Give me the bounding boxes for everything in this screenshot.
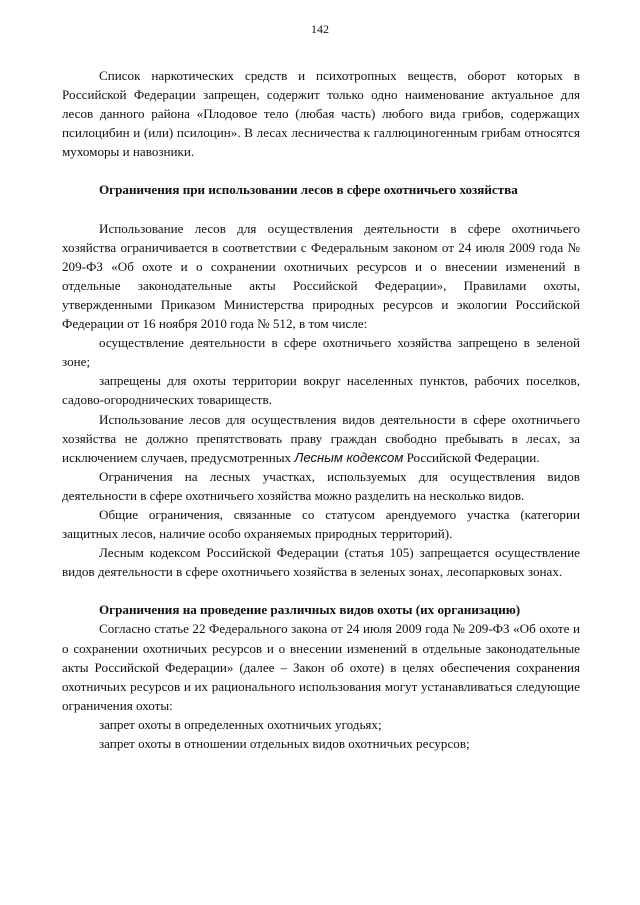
paragraph-green-zone: осуществление деятельности в сфере охотничьего хозяйства запрещено в зеленой зоне; bbox=[62, 335, 580, 370]
page-number: 142 bbox=[311, 22, 329, 36]
document-body bbox=[62, 66, 580, 753]
free-access-text-b: Российской Федерации. bbox=[403, 449, 540, 465]
paragraph-article-22: Согласно статье 22 Федерального закона от 24 июля 2009 года № 209-ФЗ «Об охоте и о сохранении охотничьих ресурсов и о внесении изменений в отдельные законодательные акты Российской Федерации» (далее – Закон об охоте) в целях обеспечения сохранения охотничьих ресурсов и их рационального использования могут устанавливаться следующие ограничения охоты: bbox=[62, 621, 580, 713]
heading-hunting-restrictions: Ограничения при использовании лесов в сфере охотничьего хозяйства bbox=[99, 182, 518, 198]
list-item-ban-grounds: запрет охоты в определенных охотничьих угодьях; bbox=[99, 716, 382, 732]
paragraph-forest-code-105: Лесным кодексом Российской Федерации (статья 105) запрещается осуществление видов деятельности в сфере охотничьего хозяйства в зеленых зонах, лесопарковых зонах. bbox=[62, 545, 580, 580]
heading-hunting-types: Ограничения на проведение различных видов охоты (их организацию) bbox=[99, 602, 521, 618]
paragraph-narcotics-list: Список наркотических средств и психотропных веществ, оборот которых в Российской Федерации запрещен, содержит только одно наименование актуальное для лесов данного района «Плодовое тело (любая часть) любого вида грибов, содержащих псилоцибин и (или) псилоцин». В лесах лесничества к галлюциногенным грибам относятся мухоморы и навозники. bbox=[62, 68, 580, 160]
forest-code-link[interactable]: Лесным кодексом bbox=[294, 449, 404, 465]
paragraph-general-restrictions: Общие ограничения, связанные со статусом арендуемого участка (категории защитных лесов, наличие особо охраняемых природных территорий). bbox=[62, 506, 580, 542]
free-access-text-a: Использование лесов для осуществления видов деятельности в сфере охотничьего хозяйства не должно препятствовать праву граждан свободно пребывать в лесах, за исключением случаев, предусмотренных bbox=[62, 411, 580, 465]
paragraph-hunting-law: Использование лесов для осуществления деятельности в сфере охотничьего хозяйства ограничивается в соответствии с Федеральным законом от 24 июля 2009 года № 209-ФЗ «Об охоте и о сохранении охотничьих ресурсов и о внесении изменений в отдельные законодательные акты Российской Федерации», Правилами охоты, утвержденными Приказом Министерства природных ресурсов и экологии Российской Федерации от 16 ноября 2010 года № 512, в том числе: bbox=[62, 220, 580, 332]
list-item-ban-species: запрет охоты в отношении отдельных видов охотничьих ресурсов; bbox=[99, 736, 470, 751]
paragraph-restriction-types: Ограничения на лесных участках, используемых для осуществления видов деятельности в сфере охотничьего хозяйства можно разделить на несколько видов. bbox=[62, 468, 580, 503]
paragraph-settlements: запрещены для охоты территории вокруг населенных пунктов, рабочих поселков, садово-огороднических товариществ. bbox=[62, 373, 580, 408]
paragraph-free-access bbox=[62, 410, 580, 467]
